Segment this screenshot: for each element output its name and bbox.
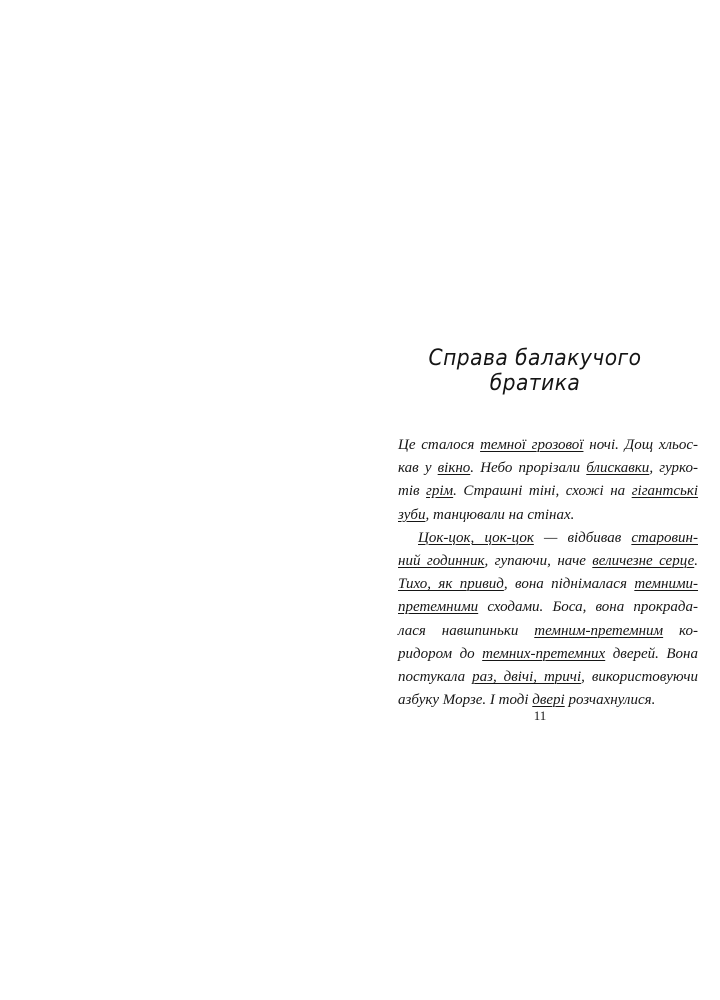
text-segment: ко-: [663, 622, 698, 639]
text-segment: кав у: [398, 460, 438, 477]
text-segment: сходами. Боса, вона прокрада-: [478, 599, 698, 616]
text-segment: лася навшпиньки: [398, 622, 535, 639]
text-segment: , гурко-: [649, 460, 698, 477]
underlined-phrase: претемними: [398, 599, 479, 616]
text-line: [398, 434, 698, 457]
underlined-phrase: гігантські: [631, 483, 699, 500]
text-segment: .: [694, 552, 698, 569]
text-segment: , вона піднімалася: [503, 576, 635, 593]
underlined-phrase: раз, двічі, тричі: [472, 668, 582, 685]
text-line: [398, 620, 698, 643]
text-line: [398, 550, 698, 573]
text-segment: , гупаючи, наче: [484, 552, 593, 569]
text-segment: постукала: [398, 668, 473, 685]
underlined-phrase: зуби: [398, 506, 426, 523]
underlined-phrase: величезне серце: [592, 552, 695, 569]
text-line: [398, 666, 698, 689]
underlined-phrase: двері: [532, 692, 565, 709]
text-segment: . Небо прорізали: [470, 460, 587, 477]
text-segment: . Страшні тіні, схожі на: [453, 483, 632, 500]
text-line: [398, 527, 698, 550]
underlined-phrase: блискавки: [586, 460, 650, 477]
underlined-phrase: Цок-цок, цок-цок: [418, 529, 534, 546]
page-number: 11: [533, 708, 547, 723]
underlined-phrase: темної грозової: [480, 437, 584, 453]
text-line: [398, 504, 698, 527]
underlined-phrase: ний годинник: [398, 552, 485, 569]
text-segment: — відбивав: [533, 529, 632, 546]
text-segment: Це сталося: [398, 437, 481, 453]
underlined-phrase: темними-: [634, 576, 699, 593]
text-segment: , використовуючи: [581, 668, 698, 685]
text-segment: тів: [398, 483, 427, 500]
underlined-phrase: Тихо, як привид: [398, 576, 504, 593]
text-segment: , танцювали на стінах.: [425, 506, 575, 523]
underlined-phrase: вікно: [437, 460, 471, 477]
text-segment: азбуку Морзе. І тоді: [398, 692, 533, 709]
text-line: [398, 457, 698, 480]
text-segment: дверей. Вона: [605, 645, 698, 662]
chapter-title: Справа балакучого братика: [428, 346, 642, 396]
text-line: [398, 573, 698, 596]
text-segment: ридором до: [398, 645, 483, 662]
text-line: [398, 596, 698, 619]
underlined-phrase: старовин-: [631, 529, 698, 546]
text-segment: розчахнулися.: [564, 692, 656, 709]
text-line: [398, 643, 698, 666]
underlined-phrase: темних-претемних: [482, 645, 606, 662]
text-line: [398, 480, 698, 503]
text-segment: ночі. Дощ хльос-: [583, 437, 698, 453]
body-text: [398, 434, 698, 712]
underlined-phrase: темним-претемним: [534, 622, 664, 639]
underlined-phrase: грім: [426, 483, 454, 500]
